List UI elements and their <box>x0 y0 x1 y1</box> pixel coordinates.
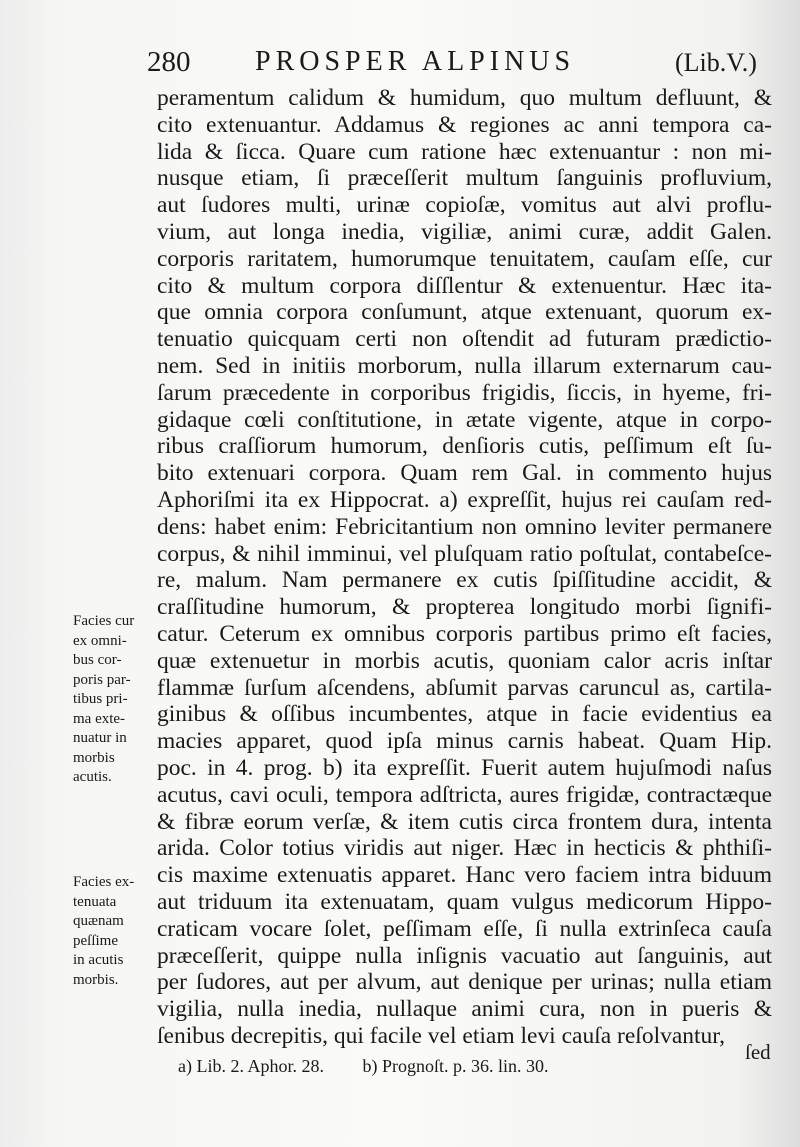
text-line: quæ extenuetur in morbis acutis, quoniam calor acris inſtar <box>157 647 772 674</box>
book-indicator: (Lib.V.) <box>675 48 757 77</box>
text-line: aut ſudores multi, urinæ copioſæ, vomitus aut alvi proflu- <box>157 192 772 219</box>
margin-note-line: in acutis <box>73 952 124 968</box>
text-line: arida. Color totius viridis aut niger. Hæc in hecticis & phthiſi- <box>157 835 772 862</box>
margin-note-line: ma exte- <box>73 710 126 727</box>
text-line: Aphoriſmi ita ex Hippocrat. a) expreſſit, hujus rei cauſam red- <box>157 486 772 513</box>
footnotes <box>178 1056 598 1077</box>
text-line: catur. Ceterum ex omnibus corporis partibus primo eſt facies, <box>157 620 772 647</box>
text-line: craſſitudine humorum, & propterea longitudo morbi ſignifi- <box>157 594 772 621</box>
text-line: acutus, cavi oculi, tempora adſtricta, aures frigidæ, contractæque <box>157 781 772 808</box>
margin-note-line: tenuata <box>73 893 117 910</box>
margin-note-line: poris par- <box>73 671 131 688</box>
text-line: nusque etiam, ſi præceſſerit multum ſanguinis profluvium, <box>157 165 772 192</box>
text-line: vigilia, nulla inedia, nullaque animi cura, non in pueris & <box>157 996 772 1023</box>
text-line: bito extenuari corpora. Quam rem Gal. in commento hujus <box>157 460 772 487</box>
text-line: per ſudores, aut per alvum, aut denique per urinas; nulla etiam <box>157 969 772 996</box>
text-line: poc. in 4. prog. b) ita expreſſit. Fuerit autem hujuſmodi naſus <box>157 754 772 781</box>
text-line: craticam vocare ſolet, peſſimam eſſe, ſi nulla extrinſeca cauſa <box>157 915 772 942</box>
text-line: ſarum præcedente in corporibus frigidis, ſiccis, in hyeme, fri- <box>157 379 772 406</box>
footnote-b: b) Prognoſt. p. 36. lin. 30. <box>362 1056 549 1076</box>
page-number: 280 <box>147 46 191 78</box>
margin-note-line: bus cor- <box>73 652 122 668</box>
margin-note-line: quænam <box>73 913 124 929</box>
margin-note-line: morbis <box>73 749 115 766</box>
margin-note-line: Facies ex- <box>73 874 135 890</box>
footnote-a: a) Lib. 2. Aphor. 28. <box>178 1056 324 1076</box>
text-line: dens: habet enim: Febricitantium non omnino leviter permanere <box>157 513 772 540</box>
text-line: ſenibus decrepitis, qui facile vel etiam levi cauſa reſolvantur, <box>157 1022 726 1049</box>
text-line: corpus, & nihil imminui, vel pluſquam ratio poſtulat, contabeſce- <box>157 540 772 567</box>
text-line: cis maxime extenuatis apparet. Hanc vero faciem intra biduum <box>157 862 772 889</box>
margin-note-hippocratic-face <box>73 873 157 990</box>
running-title: PROSPER ALPINUS <box>255 46 576 77</box>
text-line: nem. Sed in initiis morborum, nulla illarum externarum cau- <box>157 352 772 379</box>
text-line: que omnia corpora conſumunt, atque extenuant, quorum ex- <box>157 299 772 326</box>
margin-note-line: acutis. <box>73 769 112 785</box>
text-line: peramentum calidum & humidum, quo multum defluunt, & <box>157 85 772 111</box>
text-line: gidaque cœli conſtitutione, in ætate vigente, atque in corpo- <box>157 406 772 433</box>
text-line: præceſſerit, quippe nulla inſignis vacuatio aut ſanguinis, aut <box>157 942 772 969</box>
text-line: lida & ſicca. Quare cum ratione hæc extenuantur : non mi- <box>157 138 772 165</box>
text-line: macies apparet, quod ipſa minus carnis habeat. Quam Hip. <box>157 728 772 755</box>
margin-note-line: nuatur in <box>73 730 127 746</box>
margin-note-line: Facies cur <box>73 613 135 629</box>
text-line: vium, aut longa inedia, vigiliæ, animi curæ, addit Galen. <box>157 218 772 245</box>
text-line: cito extenuantur. Addamus & regiones ac anni tempora ca- <box>157 111 772 138</box>
text-line: ginibus & oſſibus incumbentes, atque in facie evidentius ea <box>157 701 772 728</box>
text-line: corporis raritatem, humorumque tenuitatem, cauſam eſſe, cur <box>157 245 772 272</box>
running-header <box>147 44 777 84</box>
catchword: ſed <box>745 1040 771 1064</box>
text-line: flammæ ſurſum aſcendens, abſumit parvas caruncul as, cartila- <box>157 674 772 701</box>
margin-note-face-emaciation <box>73 612 157 788</box>
margin-note-line: morbis. <box>73 971 119 988</box>
text-line: re, malum. Nam permanere ex cutis ſpiſſitudine accidit, & <box>157 567 772 594</box>
text-line: & fibræ eorum verſæ, & item cutis circa frontem dura, intenta <box>157 808 772 835</box>
margin-note-line: ex omni- <box>73 632 127 649</box>
body-text <box>157 85 772 1050</box>
text-line: tenuatio quicquam certi non oſtendit ad futuram prædictio- <box>157 326 772 353</box>
margin-note-line: peſſime <box>73 932 118 949</box>
margin-note-line: tibus pri- <box>73 691 128 707</box>
text-line: cito & multum corpora diſſlentur & extenuentur. Hæc ita- <box>157 272 772 299</box>
text-line: aut triduum ita extenuatam, quam vulgus medicorum Hippo- <box>157 888 772 915</box>
text-line: ribus craſſiorum humorum, denſioris cutis, peſſimum eſt ſu- <box>157 433 772 460</box>
